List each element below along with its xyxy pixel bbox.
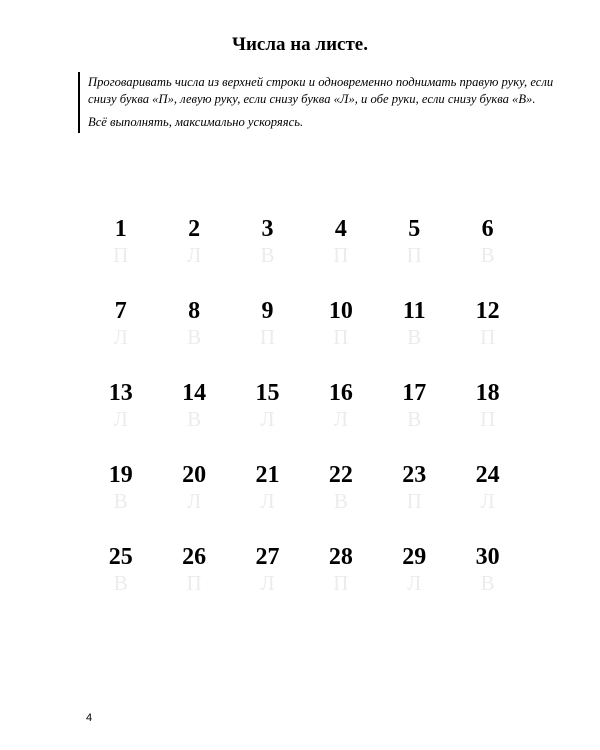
cell-number: 18 [475, 380, 500, 406]
grid-cell [157, 214, 230, 296]
grid-cell [231, 378, 304, 460]
cell-number: 8 [188, 298, 201, 324]
cell-letter: Л [113, 407, 128, 431]
cell-number: 16 [328, 380, 353, 406]
number-letter-grid [84, 214, 524, 624]
cell-number: 15 [255, 380, 280, 406]
cell-letter: П [333, 243, 349, 267]
grid-cell [378, 378, 451, 460]
cell-letter: П [406, 489, 422, 513]
cell-letter: Л [260, 571, 275, 595]
grid-cell [304, 460, 377, 542]
grid-cell [451, 460, 524, 542]
grid-cell [231, 542, 304, 624]
cell-number: 20 [182, 462, 207, 488]
cell-number: 10 [328, 298, 353, 324]
cell-number: 13 [108, 380, 133, 406]
cell-number: 7 [114, 298, 127, 324]
grid-cell [304, 378, 377, 460]
grid-cell [157, 542, 230, 624]
page-number: 4 [86, 712, 93, 724]
cell-number: 5 [408, 216, 421, 242]
cell-number: 11 [402, 298, 426, 324]
cell-letter: Л [260, 407, 275, 431]
grid-cell [451, 378, 524, 460]
grid-cell [231, 214, 304, 296]
cell-letter: Л [480, 489, 495, 513]
grid-cell [451, 296, 524, 378]
cell-letter: Л [333, 407, 348, 431]
cell-number: 23 [402, 462, 427, 488]
grid-cell [451, 542, 524, 624]
cell-letter: В [260, 243, 275, 267]
instructions-block [78, 72, 558, 133]
cell-number: 22 [328, 462, 353, 488]
grid-cell [157, 296, 230, 378]
cell-number: 21 [255, 462, 280, 488]
grid-cell [304, 542, 377, 624]
cell-number: 25 [108, 544, 133, 570]
grid-cell [84, 460, 157, 542]
cell-letter: Л [260, 489, 275, 513]
cell-number: 12 [475, 298, 500, 324]
grid-cell [84, 378, 157, 460]
grid-cell [84, 296, 157, 378]
cell-letter: В [480, 243, 495, 267]
cell-letter: П [333, 571, 349, 595]
grid-cell [157, 378, 230, 460]
grid-cell [84, 214, 157, 296]
cell-letter: П [186, 571, 202, 595]
cell-number: 9 [261, 298, 274, 324]
page-title: Числа на листе. [232, 34, 368, 55]
cell-letter: П [406, 243, 422, 267]
cell-letter: В [113, 489, 128, 513]
cell-number: 14 [182, 380, 207, 406]
instruction-paragraph-2: Всё выполнять, максимально ускоряясь. [88, 115, 304, 129]
cell-number: 24 [475, 462, 500, 488]
cell-number: 1 [114, 216, 127, 242]
grid-cell [378, 296, 451, 378]
grid-cell [451, 214, 524, 296]
cell-letter: Л [186, 489, 202, 513]
cell-letter: П [480, 325, 496, 349]
cell-number: 26 [182, 544, 207, 570]
cell-number: 28 [328, 544, 353, 570]
grid-cell [231, 460, 304, 542]
cell-number: 19 [108, 462, 133, 488]
cell-number: 3 [261, 216, 274, 242]
cell-letter: В [333, 489, 348, 513]
grid-cell [378, 542, 451, 624]
grid-cell [157, 460, 230, 542]
cell-letter: В [187, 407, 202, 431]
cell-letter: В [480, 571, 495, 595]
grid-cell [378, 214, 451, 296]
grid-cell [84, 542, 157, 624]
cell-letter: Л [407, 571, 422, 595]
instruction-paragraph-1: Проговаривать числа из верхней строки и одновременно поднимать правую руку, если снизу буква «П», левую руку, если снизу буква «Л», и обе руки, если снизу буква «В». [88, 75, 554, 106]
cell-letter: Л [186, 243, 202, 267]
cell-letter: В [113, 571, 128, 595]
grid-cell [304, 296, 377, 378]
cell-number: 2 [188, 216, 201, 242]
cell-number: 30 [475, 544, 500, 570]
grid-cell [304, 214, 377, 296]
cell-letter: Л [113, 325, 128, 349]
grid-cell [378, 460, 451, 542]
cell-letter: П [480, 407, 496, 431]
cell-number: 17 [402, 380, 427, 406]
cell-number: 6 [481, 216, 494, 242]
grid-cell [231, 296, 304, 378]
cell-number: 4 [334, 216, 347, 242]
cell-number: 27 [255, 544, 280, 570]
cell-letter: В [407, 407, 422, 431]
cell-letter: П [259, 325, 276, 349]
cell-letter: П [333, 325, 349, 349]
cell-letter: П [113, 243, 129, 267]
cell-letter: В [187, 325, 202, 349]
cell-number: 29 [402, 544, 427, 570]
cell-letter: В [407, 325, 422, 349]
